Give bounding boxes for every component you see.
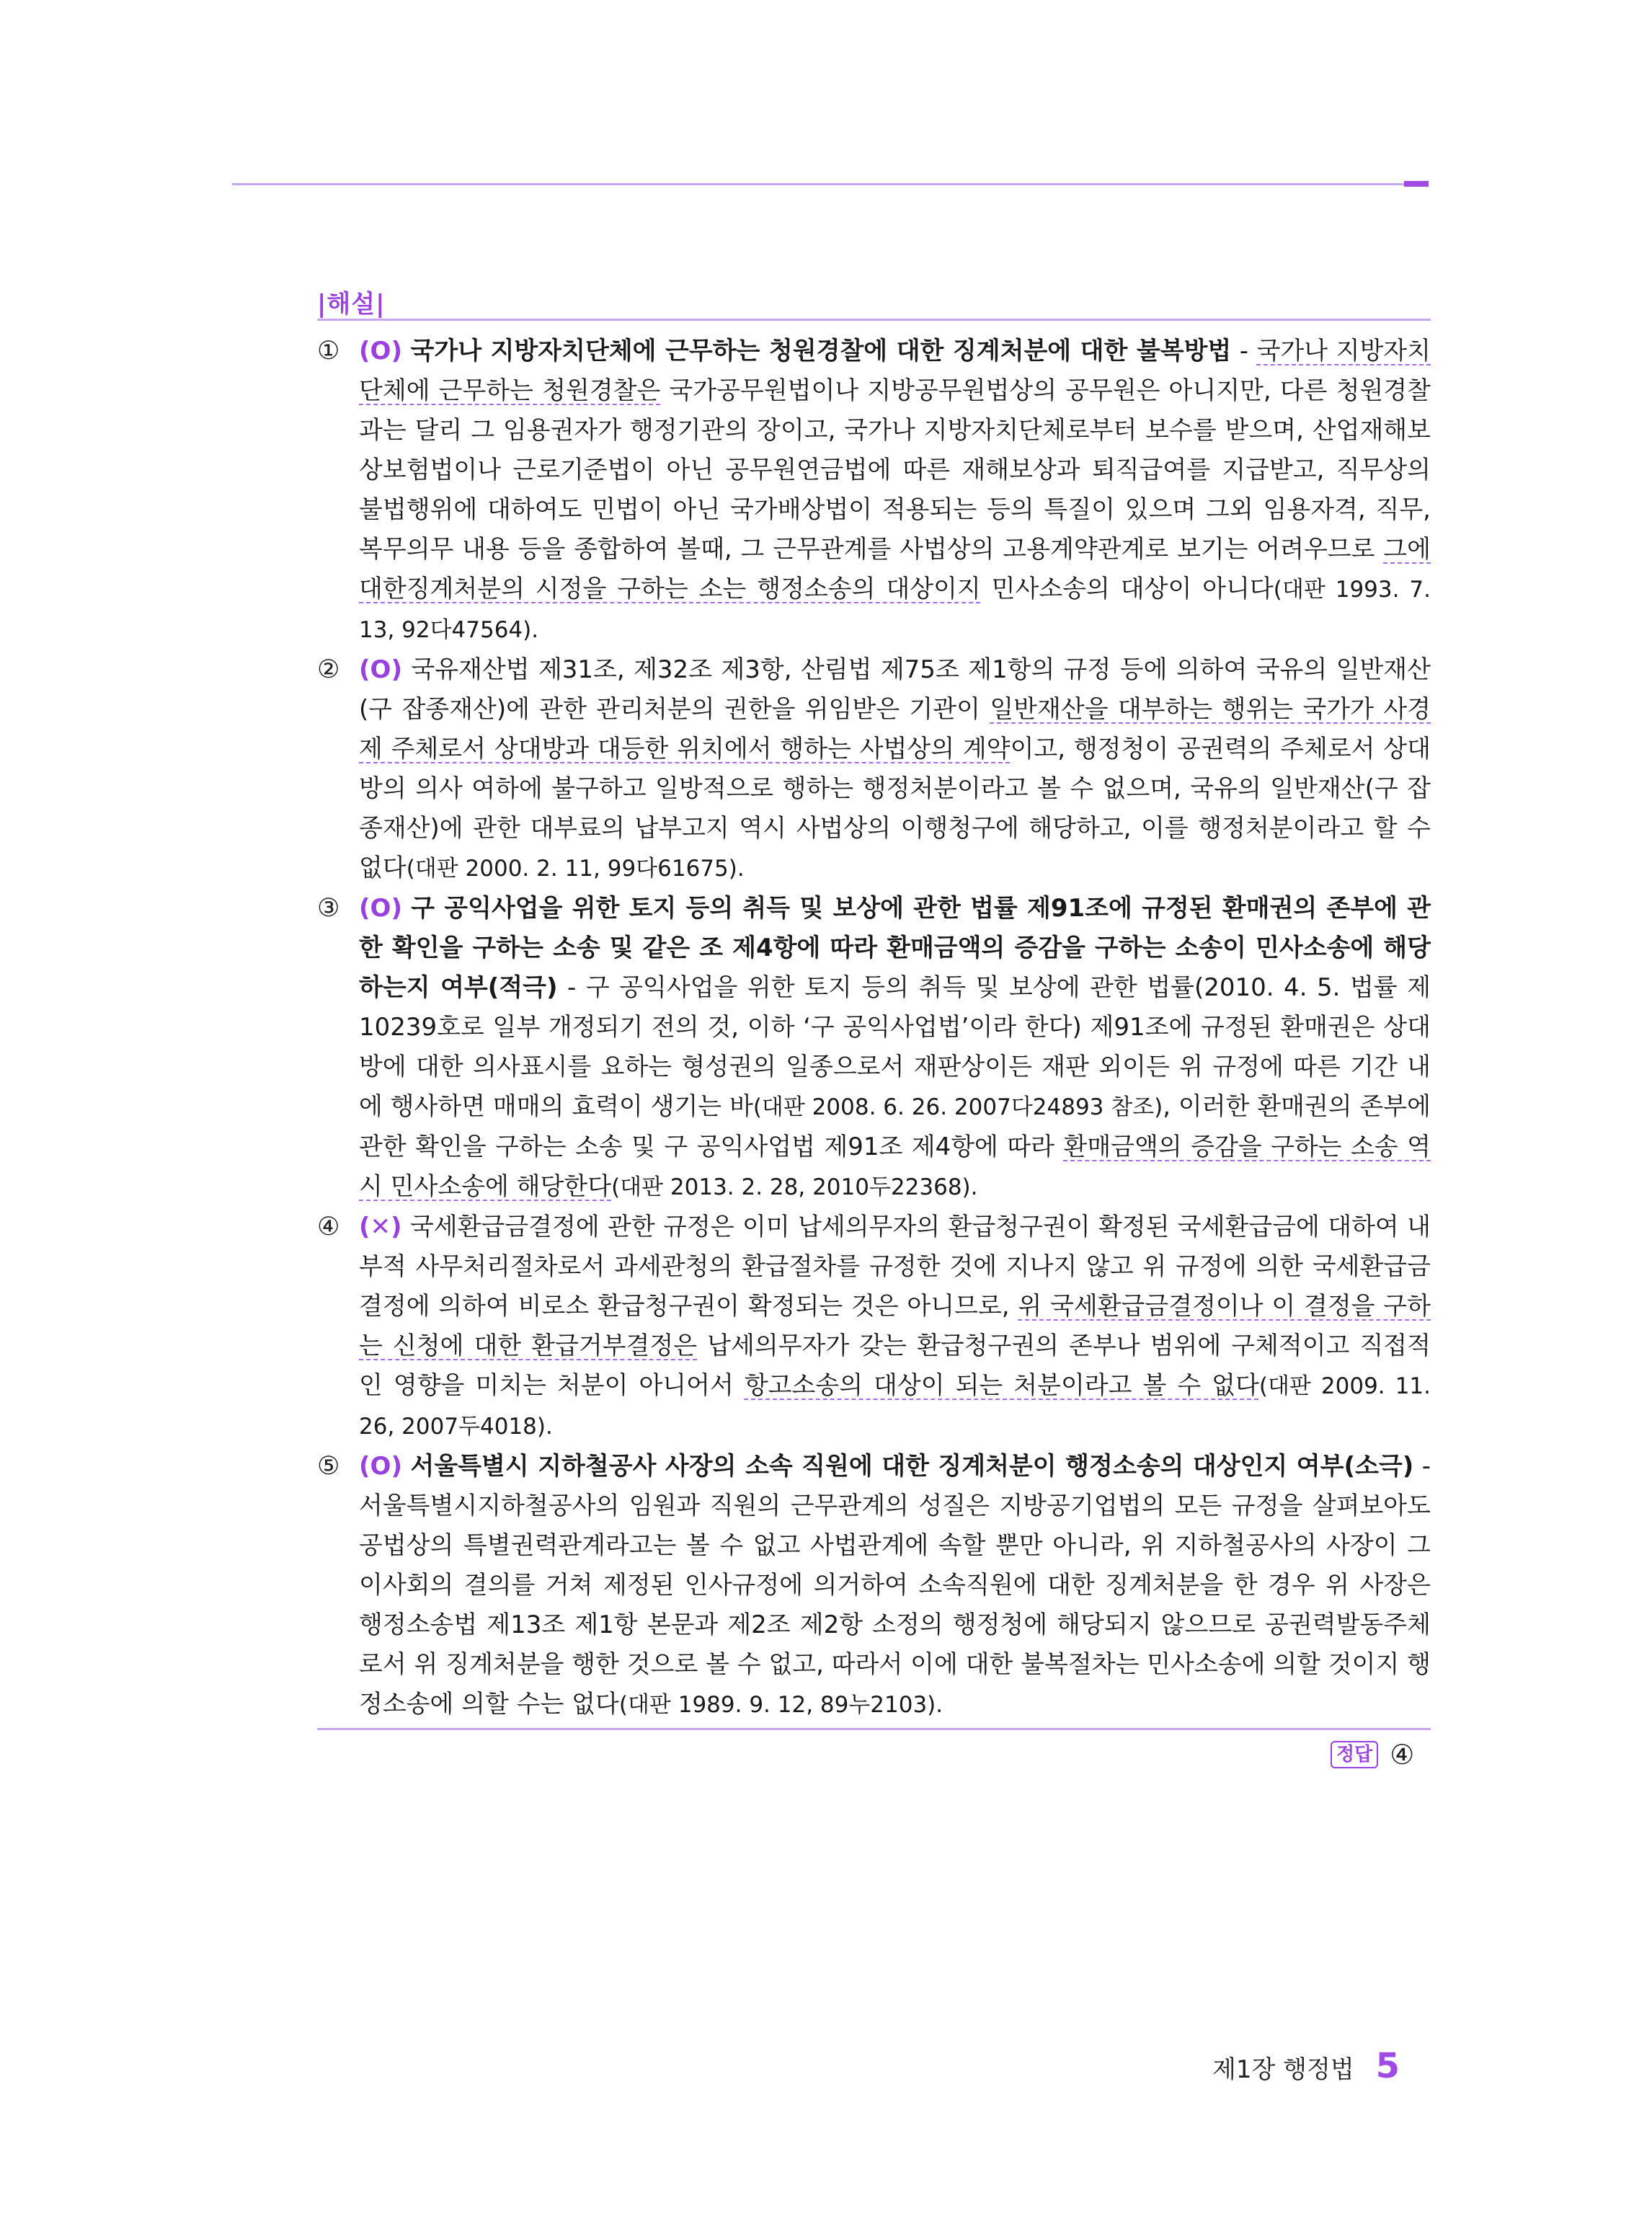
section-rule bbox=[317, 319, 1431, 321]
explanation-item bbox=[317, 332, 1431, 650]
item-text: - bbox=[1231, 337, 1257, 365]
item-marker: ② bbox=[317, 655, 340, 684]
item-body bbox=[359, 1447, 1431, 1725]
bottom-rule bbox=[317, 1728, 1431, 1730]
chapter-title: 제1장 행정법 bbox=[1212, 2055, 1354, 2084]
item-text: - 서울특별시지하철공사의 임원과 직원의 근무관계의 성질은 지방공기업법의 모든 규정을 살펴보아도 공법상의 특별권력관계라고는 볼 수 없고 사법관계에 속할 뿐만 아니라, 위 지하철공사의 사장이 그 이사회의 결의를 거쳐 제정된 인사규정에 의거하여 소속직원에 대한 징계처분을 한 경우 위 사장은 행정소송법 제13조 제1항 본문과 제2조 제2항 소정의 행정청에 해당되지 않으므로 공권력발동주체로서 위 징계처분을 행한 것으로 볼 수 없고, 따라서 이에 대한 불복절차는 민사소송에 의할 것이지 행정소송에 의할 수는 없다 bbox=[359, 1452, 1431, 1719]
explanation-item bbox=[317, 889, 1431, 1207]
page-number: 5 bbox=[1375, 2046, 1400, 2086]
answer-box bbox=[1331, 1739, 1414, 1771]
item-text: 국유재산법 제31조, 제32조 제3항, 산림법 제75조 제1항의 규정 등에 의하여 국유의 일반재산(구 잡종재산)에 관한 관리처분의 권한을 위임받은 기관이 bbox=[359, 655, 1431, 724]
page-footer bbox=[1212, 2046, 1400, 2086]
item-text: 민사소송의 대상이 아니다 bbox=[980, 575, 1274, 603]
item-text: 국가공무원법이나 지방공무원법상의 공무원은 아니지만, 다른 청원경찰과는 달리 그 임용권자가 행정기관의 장이고, 국가나 지방자치단체로부터 보수를 받으며, 산업재해보상보험법이나 근로기준법이 아닌 공무원연금법에 따른 재해보상과 퇴직급여를 지급받고, 직무상의 불법행위에 대하여도 민법이 아닌 국가배상법이 적용되는 등의 특질이 있으며 그외 임용자격, 직무, 복무의무 내용 등을 종합하여 볼때, 그 근무관계를 사법상의 고용계약관계로 보기는 어려우므로 bbox=[359, 376, 1431, 564]
emphasis-text: 국가나 지방자치단체에 근무하는 청원경찰은 bbox=[359, 337, 1431, 405]
item-text bbox=[402, 1452, 410, 1481]
item-body bbox=[359, 889, 1431, 1207]
verdict-mark: (O) bbox=[359, 894, 402, 923]
item-marker: ③ bbox=[317, 894, 340, 923]
item-heading: 국가나 지방자치단체에 근무하는 청원경찰에 대한 징계처분에 대한 불복방법 bbox=[410, 337, 1232, 365]
item-text: - 구 공익사업을 위한 토지 등의 취득 및 보상에 관한 법률(2010. 4. 5. 법률 제10239호로 일부 개정되기 전의 것, 이하 ‘구 공익사업법’이라 한다) 제91조에 규정된 환매권은 상대방에 대한 의사표시를 요하는 형성권의 일종으로서 재판상이든 재판 외이든 위 규정에 따른 기간 내에 행사하면 매매의 효력이 생기는 바 bbox=[359, 973, 1431, 1121]
item-text: 이고, 행정청이 공권력의 주체로서 상대방의 의사 여하에 불구하고 일방적으로 행하는 행정처분이라고 볼 수 없으며, 국유의 일반재산(구 잡종재산)에 관한 대부료의 납부고지 역시 사법상의 이행청구에 해당하고, 이를 행정처분이라고 할 수 없다 bbox=[359, 735, 1431, 882]
explanation-item bbox=[317, 1447, 1431, 1725]
verdict-mark: (O) bbox=[359, 1452, 402, 1481]
top-rule bbox=[232, 183, 1429, 185]
item-body bbox=[359, 332, 1431, 650]
item-text: 국세환급금결정에 관한 규정은 이미 납세의무자의 환급청구권이 확정된 국세환급금에 대하여 내부적 사무처리절차로서 과세관청의 환급절차를 규정한 것에 지나지 않고 위 규정에 의한 국세환급금결정에 의하여 비로소 환급청구권이 확정되는 것은 아니므로, bbox=[359, 1213, 1431, 1321]
item-heading: 서울특별시 지하철공사 사장의 소속 직원에 대한 징계처분이 행정소송의 대상인지 여부(소극) bbox=[410, 1452, 1414, 1481]
emphasis-text: 항고소송의 대상이 되는 처분이라고 볼 수 없다 bbox=[744, 1371, 1259, 1400]
item-text bbox=[402, 337, 411, 365]
verdict-mark: (O) bbox=[359, 655, 402, 684]
explanation-item bbox=[317, 650, 1431, 889]
item-marker: ④ bbox=[317, 1213, 340, 1241]
emphasis-text: 환매금액의 증감을 구하는 소송 역시 민사소송에 해당한다 bbox=[359, 1133, 1431, 1201]
answer-value: ④ bbox=[1390, 1739, 1415, 1771]
item-text: 납세의무자가 갖는 환급청구권의 존부나 범위에 구체적이고 직접적인 영향을 미치는 처분이 아니어서 bbox=[359, 1331, 1431, 1400]
verdict-mark: (✕) bbox=[359, 1213, 402, 1241]
case-citation: (대판 2008. 6. 26. 2007다24893 참조) bbox=[752, 1094, 1163, 1120]
emphasis-text: 일반재산을 대부하는 행위는 국가가 사경제 주체로서 상대방과 대등한 위치에서 행하는 사법상의 계약 bbox=[359, 695, 1431, 763]
item-marker: ① bbox=[317, 337, 340, 365]
case-citation: (대판 2009. 11. 26, 2007두4018). bbox=[359, 1373, 1431, 1440]
explanation-list bbox=[317, 332, 1431, 1725]
item-text: , 이러한 환매권의 존부에 관한 확인을 구하는 소송 및 구 공익사업법 제91조 제4항에 따라 bbox=[359, 1092, 1431, 1161]
item-heading: 구 공익사업을 위한 토지 등의 취득 및 보상에 관한 법률 제91조에 규정된 환매권의 존부에 관한 확인을 구하는 소송 및 같은 조 제4항에 따라 환매금액의 증감을 구하는 소송이 민사소송에 해당하는지 여부(적극) bbox=[359, 894, 1431, 1002]
section-label: |해설| bbox=[317, 290, 386, 319]
verdict-mark: (O) bbox=[359, 337, 402, 365]
top-rule-accent bbox=[1404, 181, 1429, 187]
emphasis-text: 그에 대한징계처분의 시정을 구하는 소는 행정소송의 대상이지 bbox=[359, 535, 1431, 603]
item-marker: ⑤ bbox=[317, 1452, 340, 1481]
case-citation: (대판 2013. 2. 28, 2010두22368). bbox=[611, 1174, 978, 1200]
explanation-item bbox=[317, 1207, 1431, 1447]
case-citation: (대판 1993. 7. 13, 92다47564). bbox=[359, 577, 1431, 643]
item-body bbox=[359, 1207, 1431, 1447]
case-citation: (대판 2000. 2. 11, 99다61675). bbox=[406, 856, 745, 882]
item-text bbox=[402, 894, 411, 923]
item-body bbox=[359, 650, 1431, 889]
emphasis-text: 위 국세환급금결정이나 이 결정을 구하는 신청에 대한 환급거부결정은 bbox=[359, 1292, 1431, 1360]
case-citation: (대판 1989. 9. 12, 89누2103). bbox=[618, 1692, 943, 1718]
answer-label: 정답 bbox=[1331, 1741, 1378, 1768]
